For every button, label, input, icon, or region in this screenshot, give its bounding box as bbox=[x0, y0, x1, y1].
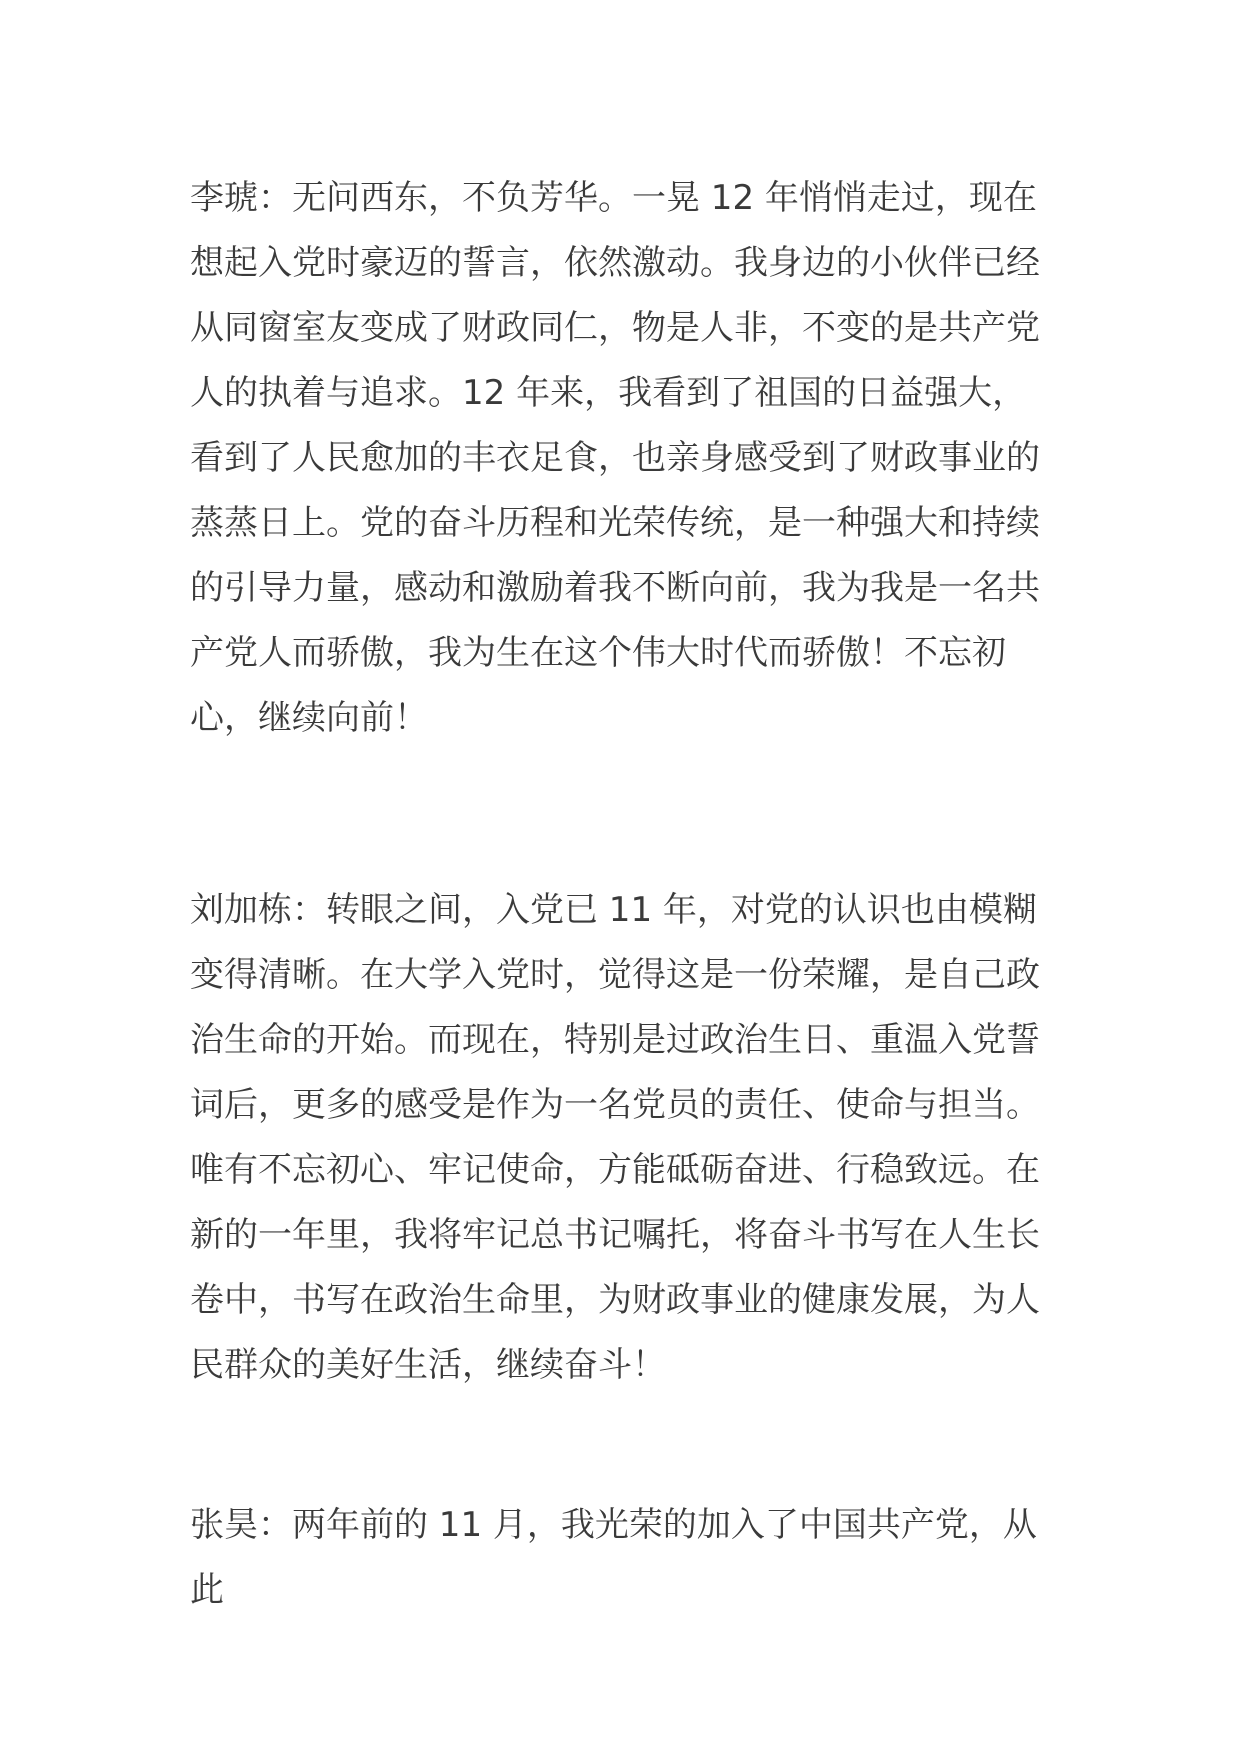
paragraph-text: 转眼之间，入党已 11 年，对党的认识也由模糊变得清晰。在大学入党时，觉得这是一份荣耀，是自己政治生命的开始。而现在，特别是过政治生日、重温入党誓词后，更多的感受是作为一名党员的责任、使命与担当。唯有不忘初心、牢记使命，方能砥砺奋进、行稳致远。在新的一年里，我将牢记总书记嘱托，将奋斗书写在人生长卷中，书写在政治生命里，为财政事业的健康发展，为人民群众的美好生活，继续奋斗！ bbox=[190, 890, 1040, 1385]
paragraph-zhang-hao bbox=[190, 1493, 1060, 1623]
speaker-separator: ： bbox=[292, 890, 326, 930]
speaker-separator: ： bbox=[258, 178, 292, 218]
paragraph-liu-jiadong bbox=[190, 878, 1060, 1398]
paragraph-text: 两年前的 11 月，我光荣的加入了中国共产党，从此 bbox=[190, 1505, 1037, 1610]
speaker-name: 张昊 bbox=[190, 1505, 258, 1545]
speaker-name: 李琥 bbox=[190, 178, 258, 218]
speaker-separator: ： bbox=[258, 1505, 292, 1545]
paragraph-text: 无问西东，不负芳华。一晃 12 年悄悄走过，现在想起入党时豪迈的誓言，依然激动。我身边的小伙伴已经从同窗室友变成了财政同仁，物是人非，不变的是共产党人的执着与追求。12 年来，我看到了祖国的日益强大，看到了人民愈加的丰衣足食，也亲身感受到了财政事业的蒸蒸日上。党的奋斗历程和光荣传统，是一种强大和持续的引导力量，感动和激励着我不断向前，我为我是一名共产党人而骄傲，我为生在这个伟大时代而骄傲！不忘初心，继续向前！ bbox=[190, 178, 1040, 738]
paragraph-li-hu bbox=[190, 166, 1060, 751]
speaker-name: 刘加栋 bbox=[190, 890, 292, 930]
